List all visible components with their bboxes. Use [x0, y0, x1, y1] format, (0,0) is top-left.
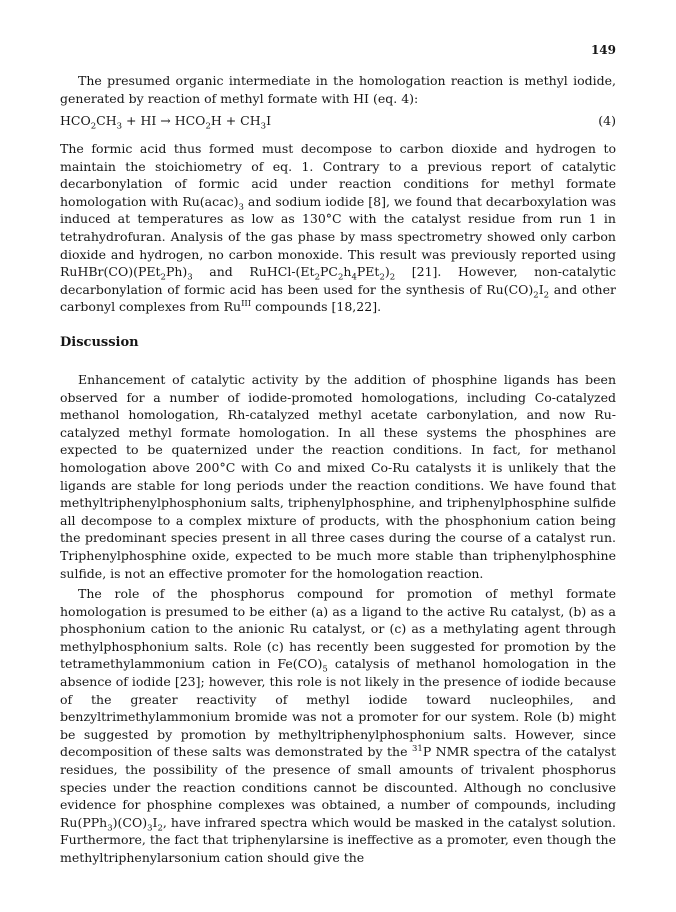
intro-text: The presumed organic intermediate in the homologation reaction is methyl iodide, generated by reaction of methyl formate with HI (eq. 4):	[60, 73, 616, 106]
text-run: and sodium iodide [8], we found that decarboxylation was induced at temperatures as low as 130°C with the catalyst residue from run 1 in tetrahydrofuran. Analysis of the gas phase by mass spectrometry showed only carbon dioxide and hydrogen, no carbon monoxide. This result was previously reported using RuHBr(CO)(PEt	[60, 193, 616, 280]
formic-acid-paragraph	[60, 140, 616, 316]
subscript: 3	[238, 202, 244, 213]
subscript: 2	[160, 272, 166, 283]
subscript: 4	[351, 272, 357, 283]
text-run: I	[538, 281, 544, 297]
text-run: , have infrared spectra which would be masked in the catalyst solution. Furthermore, the fact that triphenylarsine is ineffective as a promoter, even though the methyltriphenylarsonium cation should give the	[60, 814, 616, 865]
paragraph-text	[60, 585, 616, 867]
text-run: P NMR spectra of the catalyst residues, the possibility of the presence of small amounts of trivalent phosphorus species under the reaction conditions cannot be discounted. Although no conclusive evidence for phosphine complexes was obtained, a number of compounds, including Ru(PPh	[60, 744, 616, 830]
eq-part: HCO	[60, 113, 91, 128]
paragraph-text: Enhancement of catalytic activity by the addition of phosphine ligands has been observed for a number of iodide-promoted homologations, including Co-catalyzed methanol homologation, Rh-catalyzed methyl acetate carbonylation, and now Ru-catalyzed methyl formate homologation. In all these systems the phosphines are expected to be quaternized under the reaction conditions. In fact, for methanol homologation above 200°C with Co and mixed Co-Ru catalysts it is unlikely that the ligands are stable for long periods under the reaction conditions. We have found that methyltriphenylphosphonium salts, triphenylphosphine, and triphenylphosphine sulfide all decompose to a complex mixture of products, with the phosphonium cation being the predominant species present in all three cases during the course of a catalyst run. Triphenylphosphine oxide, expected to be much more stable than triphenylphosphine sulfide, is not an effective promoter for the homologation reaction.	[60, 372, 616, 581]
text-run: Ph)	[165, 264, 188, 280]
text-run: The role of the phosphorus compound for promotion of methyl formate homologation is presumed to be either (a) as a ligand to the active Ru catalyst, (b) as a phosphonium cation to the anionic Ru catalyst, or (c) as a methylating agent through methylphosphonium salts. Role (c) has recently been suggested for promotion by the tetramethylammonium cation in Fe(CO)	[60, 586, 616, 672]
text-run: and RuHCl-(Et	[192, 264, 315, 280]
discussion-paragraph-2	[60, 585, 616, 867]
subscript: 5	[322, 664, 328, 675]
paragraph-text	[60, 140, 616, 316]
text-run: )	[384, 264, 390, 280]
eq-sub: 2	[90, 121, 97, 132]
text-run: I	[152, 814, 158, 830]
text-run: [21]. However, non-catalytic decarbonylation of formic acid has been used for the synthesis of Ru(CO)	[60, 264, 616, 297]
equation-number: (4)	[598, 113, 616, 128]
eq-sub: 3	[260, 121, 267, 132]
subscript: 2	[314, 272, 320, 283]
equation-4	[60, 113, 616, 132]
subscript: 2	[543, 290, 550, 301]
text-run: PEt	[356, 264, 380, 280]
eq-sub: 2	[205, 121, 211, 132]
eq-part: + HI → HCO	[122, 113, 206, 128]
subscript: 3	[107, 823, 113, 834]
superscript: 31	[411, 744, 423, 755]
text-run: h	[343, 264, 352, 280]
eq-part: H + CH	[210, 113, 261, 128]
text-run: PC	[320, 264, 338, 280]
intro-paragraph	[60, 72, 616, 107]
subscript: 2	[379, 272, 385, 283]
subscript: 2	[533, 290, 539, 301]
text-run: catalysis of methanol homologation in the absence of iodide [23]; however, this role is not likely in the presence of iodide because of the greater reactivity of methyl iodide toward nucleophiles, and benzyltrimethylammonium bromide was not a promoter for our system. Role (b) might be suggested by promotion by methyltriphenylphosphonium salts. However, since decomposition of these salts was demonstrated by the	[60, 656, 616, 760]
eq-sub: 3	[116, 121, 123, 132]
superscript: III	[241, 299, 252, 310]
section-heading: Discussion	[60, 335, 139, 350]
eq-part: CH	[96, 113, 117, 128]
text-run: and other carbonyl complexes from Ru	[60, 281, 616, 315]
text-run: )(CO)	[112, 814, 148, 830]
discussion-paragraph-1	[60, 371, 616, 582]
subscript: 3	[147, 823, 153, 834]
subscript: 2	[157, 823, 163, 834]
subscript: 3	[187, 272, 193, 283]
page-number: 149	[590, 43, 616, 57]
subscript: 2	[337, 272, 344, 283]
eq-part: I	[266, 113, 272, 128]
subscript: 2	[389, 272, 396, 283]
text-run: The formic acid thus formed must decompose to carbon dioxide and hydrogen to maintain the stoichiometry of eq. 1. Contrary to a previous report of catalytic decarbonylation of formic acid under reaction conditions for methyl formate homologation with Ru(acac)	[60, 141, 616, 209]
text-run: compounds [18,22].	[251, 299, 382, 315]
